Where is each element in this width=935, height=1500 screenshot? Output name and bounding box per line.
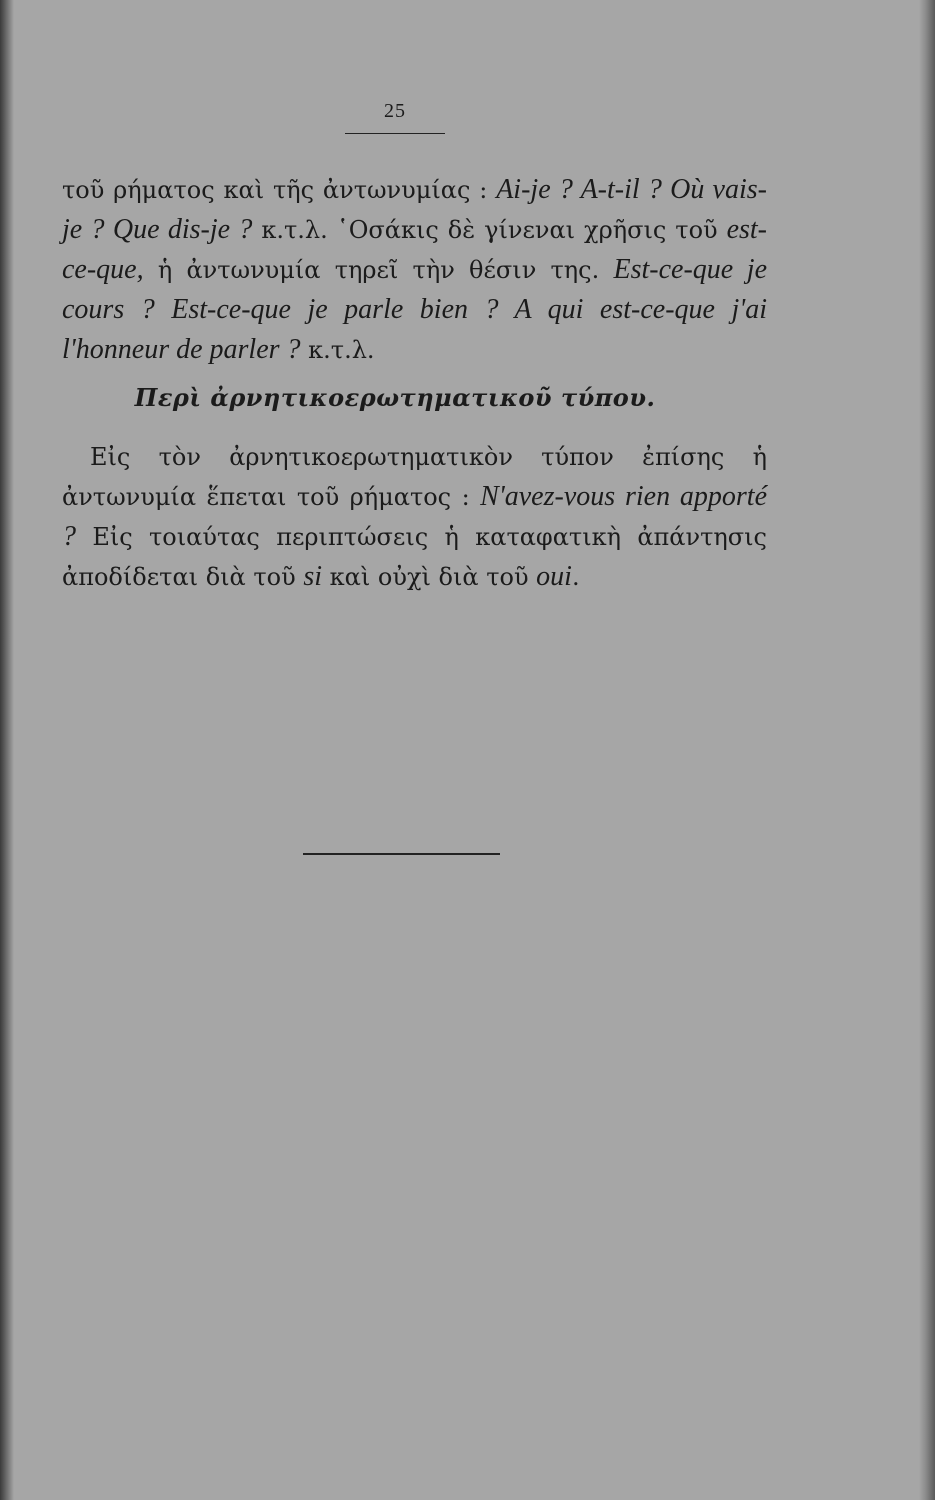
paragraph-1-french-2: est-ce-que, (62, 214, 768, 285)
paragraph-2-text-3: καὶ οὐχὶ διὰ τοῦ (322, 563, 537, 591)
paragraph-2-french-2: si (303, 561, 323, 592)
paragraph-1-text-2: κ.τ.λ. ῾Οσάκις δὲ γίνεναι χρῆσις τοῦ (252, 216, 727, 244)
page-left-edge-shadow (0, 0, 14, 1500)
paragraph-1-french-1: Ai-je ? A-t-il ? Où vais-je ? Que dis-je ? (62, 174, 767, 245)
paragraph-2-french-3: oui (536, 561, 572, 592)
paragraph-1-text-1: τοῦ ρήματος καὶ τῆς ἀντωνυμίας : (62, 176, 497, 204)
paragraph-2-french-1: N'avez-vous rien apporté ? (62, 481, 767, 552)
paragraph-1-french-3: Est-ce-que je cours ? Est-ce-que je parle bien ? A qui est-ce-que j'ai l'honneur de parler ? (62, 254, 768, 365)
paragraph-2 (62, 437, 767, 597)
paragraph-1-text-4: κ.τ.λ. (300, 336, 375, 364)
page-right-edge-shadow (919, 0, 935, 1500)
paragraph-2-text-1: Εἰς τὸν ἀρνητικοερωτηματικὸν τύπον ἐπίσης ἡ ἀντωνυμία ἕπεται τοῦ ρήματος : (62, 443, 767, 511)
section-heading: Περὶ ἀρνητικοερωτηματικοῦ τύπου. (134, 383, 656, 412)
page-number-rule (345, 133, 445, 134)
chapter-end-rule (303, 853, 500, 855)
paragraph-2-text-2: Εἰς τοιαύτας περιπτώσεις ἡ καταφατικὴ ἀπάντησις ἀποδίδεται διὰ τοῦ (62, 523, 767, 591)
paragraph-1 (62, 170, 767, 370)
page-number: 25 (384, 100, 406, 122)
paragraph-2-text-4: . (571, 563, 580, 591)
paragraph-1-text-3: ἡ ἀντωνυμία τηρεῖ τὴν θέσιν της. (143, 256, 614, 284)
